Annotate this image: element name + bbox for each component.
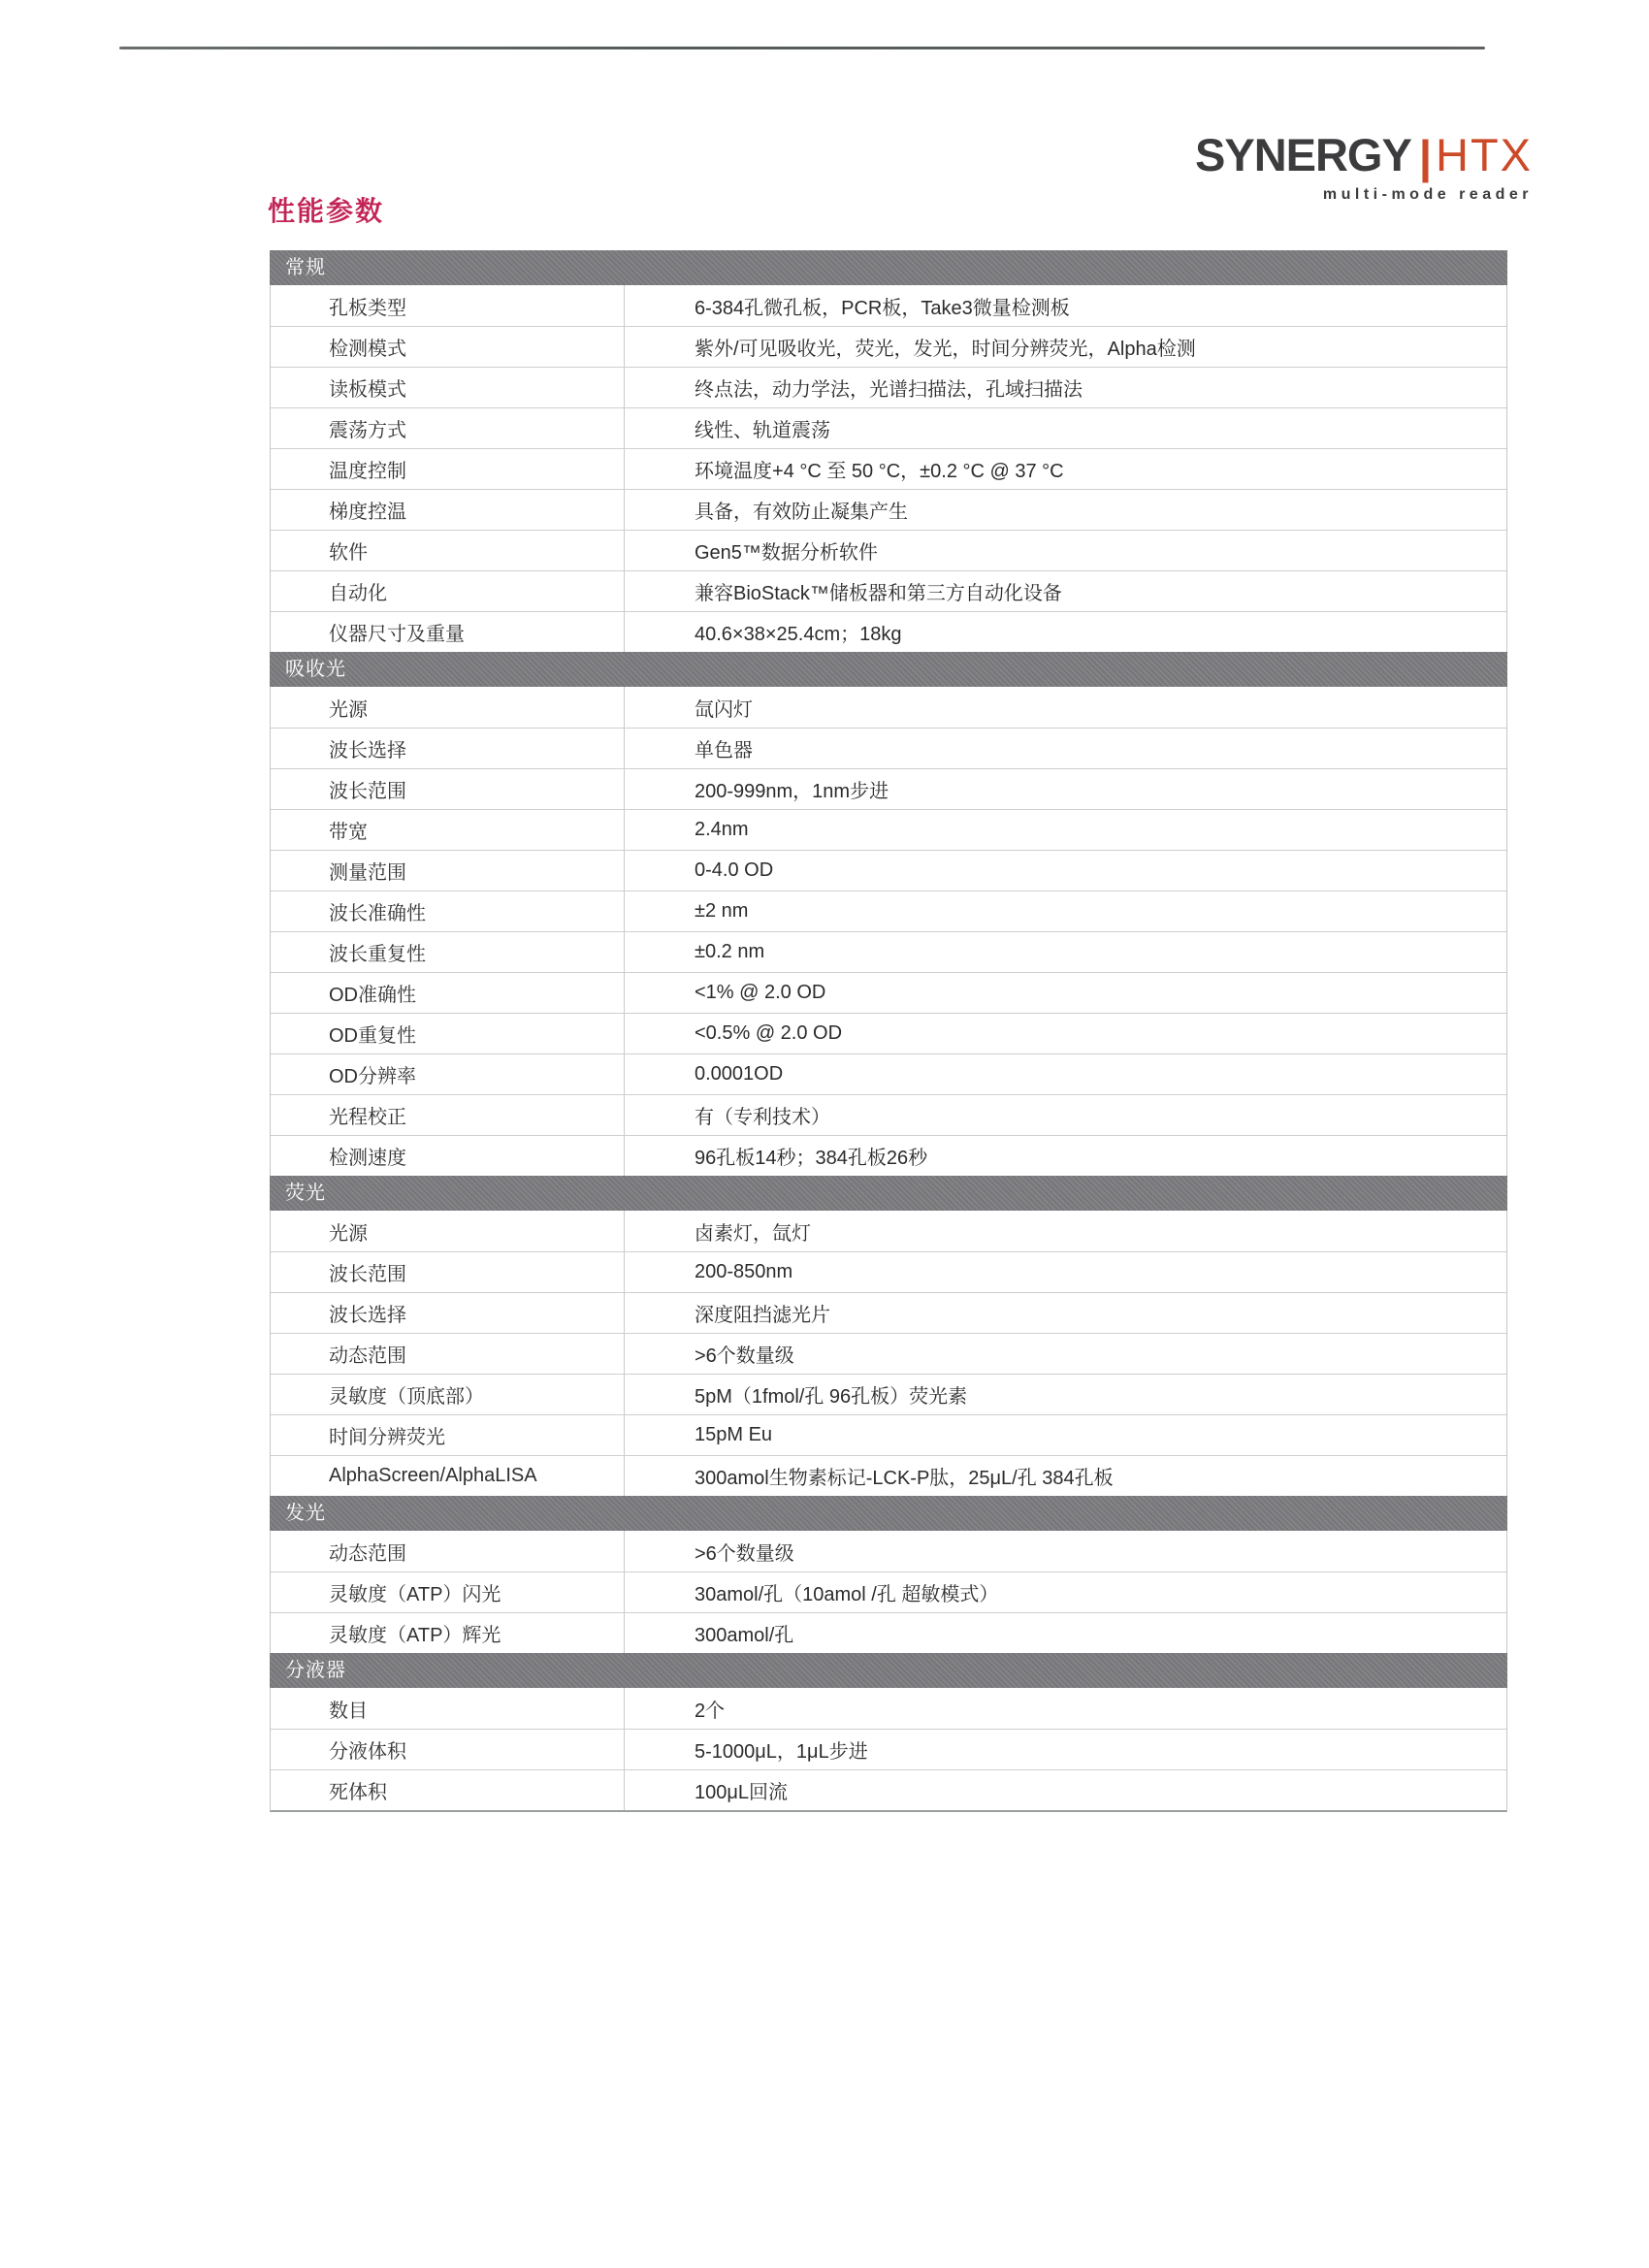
spec-label: 温度控制 — [271, 449, 625, 489]
spec-row — [271, 728, 1506, 768]
spec-label: 孔板类型 — [271, 285, 625, 326]
spec-label: 分液体积 — [271, 1730, 625, 1769]
spec-row — [271, 1292, 1506, 1333]
spec-label: 软件 — [271, 531, 625, 570]
spec-row — [271, 931, 1506, 972]
spec-label: 波长准确性 — [271, 891, 625, 931]
spec-row — [271, 407, 1506, 448]
spec-row — [271, 1013, 1506, 1053]
spec-value: 紫外/可见吸收光，荧光，发光，时间分辨荧光，Alpha检测 — [695, 339, 1196, 360]
spec-label: 带宽 — [271, 810, 625, 850]
spec-label: 灵敏度（顶底部） — [271, 1375, 625, 1414]
logo-brand-text: SYNERGY — [1195, 129, 1411, 180]
spec-label: OD重复性 — [271, 1014, 625, 1053]
spec-label: OD分辨率 — [271, 1054, 625, 1094]
spec-row — [271, 850, 1506, 891]
spec-label: 数目 — [271, 1688, 625, 1729]
spec-row — [271, 972, 1506, 1013]
spec-row — [271, 489, 1506, 530]
spec-value: ±2 nm — [695, 900, 749, 922]
spec-value: ±0.2 nm — [695, 941, 765, 962]
spec-label: 波长重复性 — [271, 932, 625, 972]
spec-value: 0-4.0 OD — [695, 859, 774, 881]
spec-value: 40.6×38×25.4cm；18kg — [695, 624, 902, 645]
spec-value: 6-384孔微孔板，PCR板，Take3微量检测板 — [695, 297, 1070, 319]
spec-value: >6个数量级 — [695, 1542, 794, 1565]
spec-label: 光程校正 — [271, 1095, 625, 1135]
spec-row — [271, 1769, 1506, 1810]
spec-label: 震荡方式 — [271, 408, 625, 448]
spec-label: 光源 — [271, 687, 625, 728]
spec-row — [271, 1333, 1506, 1374]
spec-row — [271, 1729, 1506, 1769]
spec-label: 死体积 — [271, 1770, 625, 1810]
spec-row — [271, 1688, 1506, 1729]
spec-row — [271, 326, 1506, 367]
spec-row — [271, 1251, 1506, 1292]
spec-label: 灵敏度（ATP）闪光 — [271, 1572, 625, 1612]
page-edge-line — [119, 47, 1485, 49]
spec-value: 线性、轨道震荡 — [695, 420, 830, 441]
spec-row — [271, 530, 1506, 570]
spec-label: 测量范围 — [271, 851, 625, 891]
spec-row — [271, 448, 1506, 489]
spec-value: 氙闪灯 — [695, 698, 753, 721]
spec-label: 光源 — [271, 1211, 625, 1251]
spec-label: 仪器尺寸及重量 — [271, 612, 625, 652]
section-header: 吸收光 — [270, 652, 1507, 687]
spec-label: 检测速度 — [271, 1136, 625, 1176]
spec-value: 卤素灯，氙灯 — [695, 1222, 811, 1245]
spec-row — [271, 768, 1506, 809]
section-header: 荧光 — [270, 1176, 1507, 1211]
spec-value: 2个 — [695, 1700, 726, 1722]
spec-row — [271, 570, 1506, 611]
spec-row — [271, 1053, 1506, 1094]
spec-value: 200-999nm，1nm步进 — [695, 781, 889, 802]
spec-value: 200-850nm — [695, 1261, 793, 1282]
spec-label: OD准确性 — [271, 973, 625, 1013]
spec-label: 时间分辨荧光 — [271, 1415, 625, 1455]
section-header: 分液器 — [270, 1653, 1507, 1688]
spec-label: 检测模式 — [271, 327, 625, 367]
spec-row — [271, 1135, 1506, 1176]
spec-value: 300amol生物素标记-LCK-P肽，25μL/孔 384孔板 — [695, 1468, 1114, 1489]
page-title: 性能参数 — [268, 196, 385, 226]
spec-row — [271, 1374, 1506, 1414]
spec-row — [271, 367, 1506, 407]
spec-label: 动态范围 — [271, 1334, 625, 1374]
spec-label: 灵敏度（ATP）辉光 — [271, 1613, 625, 1653]
spec-value: 深度阻挡滤光片 — [695, 1305, 830, 1326]
spec-value: 300amol/孔 — [695, 1625, 794, 1646]
spec-value: >6个数量级 — [695, 1345, 794, 1367]
spec-label: 波长范围 — [271, 1252, 625, 1292]
spec-value: 环境温度+4 °C 至 50 °C，±0.2 °C @ 37 °C — [695, 461, 1064, 482]
logo-model-text: HTX — [1436, 129, 1533, 180]
spec-value: 5-1000μL，1μL步进 — [695, 1741, 868, 1763]
spec-label: 动态范围 — [271, 1531, 625, 1571]
spec-row — [271, 1094, 1506, 1135]
spec-label: 读板模式 — [271, 368, 625, 407]
spec-label: 波长选择 — [271, 1293, 625, 1333]
spec-row — [271, 809, 1506, 850]
section-header: 发光 — [270, 1496, 1507, 1531]
spec-label: AlphaScreen/AlphaLISA — [271, 1456, 625, 1496]
spec-value: 96孔板14秒；384孔板26秒 — [695, 1148, 928, 1169]
spec-label: 波长范围 — [271, 769, 625, 809]
spec-row — [271, 1612, 1506, 1653]
spec-value: <1% @ 2.0 OD — [695, 982, 826, 1003]
section-header: 常规 — [270, 250, 1507, 285]
spec-row — [271, 1531, 1506, 1571]
spec-row — [271, 1211, 1506, 1251]
spec-value: 100μL回流 — [695, 1782, 789, 1803]
spec-label: 自动化 — [271, 571, 625, 611]
spec-label: 梯度控温 — [271, 490, 625, 530]
spec-value: 2.4nm — [695, 819, 749, 840]
spec-value: 15pM Eu — [695, 1424, 773, 1445]
spec-row — [271, 1414, 1506, 1455]
spec-value: <0.5% @ 2.0 OD — [695, 1022, 843, 1044]
logo-tagline: multi-mode reader — [1322, 186, 1533, 203]
spec-row — [271, 1455, 1506, 1496]
spec-row — [271, 687, 1506, 728]
logo-separator: | — [1418, 130, 1432, 182]
spec-value: 兼容BioStack™储板器和第三方自动化设备 — [695, 583, 1062, 604]
spec-value: 有（专利技术） — [695, 1107, 830, 1128]
spec-value: Gen5™数据分析软件 — [695, 542, 878, 564]
spec-value: 5pM（1fmol/孔 96孔板）荧光素 — [695, 1386, 968, 1408]
spec-value: 0.0001OD — [695, 1063, 784, 1085]
spec-value: 终点法，动力学法，光谱扫描法，孔域扫描法 — [695, 379, 1083, 401]
spec-value: 具备，有效防止凝集产生 — [695, 502, 908, 523]
spec-value: 30amol/孔（10amol /孔 超敏模式） — [695, 1584, 999, 1605]
spec-value: 单色器 — [695, 740, 753, 761]
spec-row — [271, 285, 1506, 326]
spec-label: 波长选择 — [271, 729, 625, 768]
spec-table — [270, 250, 1507, 1812]
spec-row — [271, 891, 1506, 931]
brand-logo — [1195, 129, 1533, 204]
spec-row — [271, 611, 1506, 652]
spec-row — [271, 1571, 1506, 1612]
